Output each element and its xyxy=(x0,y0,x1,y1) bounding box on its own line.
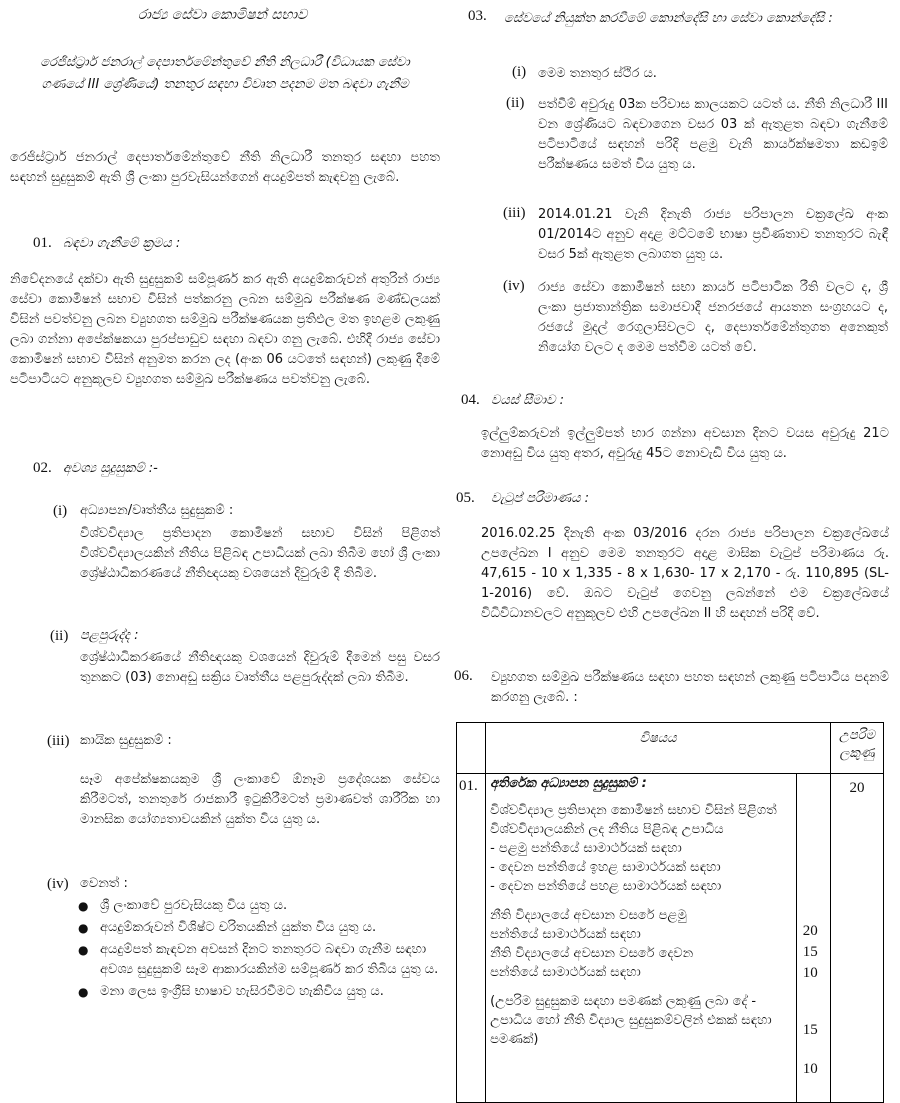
section-5-number: 05. xyxy=(456,490,475,506)
sub-mark: 20 xyxy=(802,923,818,939)
list-item: ● ශ්‍රී ලංකාවේ පුරවැසියකු විය යුතු ය. xyxy=(78,896,440,916)
section-6-number: 06. xyxy=(454,668,473,684)
req-iv-list xyxy=(78,896,440,1004)
criteria-line-6: (උපරිම සුදුසුකම සඳහා පමණක් ලකුණු ලබා දේ - උපාධිය හෝ නීති විද්‍යාල සුදුසුකම්වලින් එකක් සඳහා පමණක්) xyxy=(490,994,772,1047)
row-max-cell: 20 xyxy=(830,774,883,1103)
section-1-number: 01. xyxy=(33,235,52,251)
section-4-title: වයස් සීමාව : xyxy=(491,393,565,408)
table-header-row xyxy=(457,723,884,774)
section-1-text: නිවේදනයේ දක්වා ඇති සුදුසුකම් සම්පූර්ණ කර ඇති අයදුම්කරුවන් අතුරින් රාජ්‍ය සේවා කොමිෂන් සභාව විසින් පත්කරනු ලබන සම්මුඛ පරීක්ෂණ මණ්ඩලයක් විසින් පවත්වනු ලබන ව්‍යුහගත සම්මුඛ පරීක්ෂණයක ප්‍රතිඵල මත ඉහළම ලකුණු ලබා ගන්නා අපේක්ෂකයා පුරප්පාඩුව සඳහා බඳවා ගනු ලැබේ. එහිදී රාජ්‍ය සේවා කොමිෂන් සභාව විසින් අනුමත කරන ලද (අංක 06 යටතේ සඳහන්) ලකුණු දීමේ පටිපාටියට අනුකූලව ව්‍යුහගත සම්මුඛ පරීක්ෂණය පවත්වනු ලැබේ. xyxy=(10,272,440,387)
list-item: ● මනා ලෙස ඉංග්‍රීසි භාෂාව හැසිරවීමට හැකිවිය යුතු ය. xyxy=(78,982,440,1002)
table-header-subject: විෂයය xyxy=(486,723,831,774)
req-ii-text: ශ්‍රේෂ්ඨාධිකරණයේ නීතිඥයකු වශයෙන් දිවුරුම් දීමෙන් පසු වසර තුනකට (03) නොඅඩු සක්‍රිය වෘත්තීය පළපුරුද්දක් ලබා තිබීම. xyxy=(80,650,440,685)
cond-i-number: (i) xyxy=(512,64,527,80)
list-item: ● අයදුම්පත් කැඳවන අවසන් දිනට තනතුරට බඳවා ගැනීම සඳහා අවශ්‍ය සුදුසුකම් සෑම ආකාරයකින්ම සම්පූර්ණ කර තිබිය යුතු ය. xyxy=(78,940,440,980)
marking-scheme-table xyxy=(456,722,884,1103)
cond-iii-text: 2014.01.21 වැනි දිනැති රාජ්‍ය පරිපාලන චක්‍රලේඛ අංක 01/2014ට අනුව අදාළ මට්ටමේ භාෂා ප්‍රවීණතාව තනතුරට බැඳී වසර 5ක් ඇතුළත ලබාගත යුතු ය. xyxy=(538,207,888,262)
req-iii-text: සෑම අපේක්ෂකයකුම ශ්‍රී ලංකාවේ ඕනෑම ප්‍රදේශයක සේවය කිරීමටත්, තනතුරේ රාජකාරී ඉටුකිරීමටත් ප්‍රමාණවත් ශාරීරික හා මානසික යෝග්‍යතාවයකින් යුක්ත විය යුතු ය. xyxy=(80,772,440,827)
cond-iii-number: (iii) xyxy=(503,205,526,221)
cond-ii-number: (ii) xyxy=(506,95,525,111)
criteria-line-1: - පළමු පන්තියේ සාමාර්ථයක් සඳහා xyxy=(490,841,682,856)
sub-mark: 15 xyxy=(802,1022,818,1038)
cond-i-text: මෙම තනතුර ස්ථිර ය. xyxy=(538,66,657,81)
section-5-title: වැටුප් පරිමාණය : xyxy=(491,491,589,506)
table-row xyxy=(457,774,884,1103)
cond-iv-text: රාජ්‍ය සේවා කොමිෂන් සභා කාර්ය පටිපාටික රීති වලට ද, ශ්‍රී ලංකා ප්‍රජාතාන්ත්‍රික සමාජවාදී ජනරජයේ ආයතන සංග්‍රහයට ද, රජයේ මුදල් රෙගුලාසිවලට ද, දෙපාර්තමේන්තුගත අනෙකුත් නියෝග වලට ද මෙම පත්වීම යටත් වේ. xyxy=(538,280,888,355)
req-iv-number: (iv) xyxy=(47,876,69,892)
req-ii-title: පළපුරුද්ද : xyxy=(80,628,139,643)
section-2-number: 02. xyxy=(33,460,52,476)
section-5-text: 2016.02.25 දිනැති අංක 03/2016 දරන රාජ්‍ය පරිපාලන චක්‍රලේඛයේ උපලේඛන I අනුව මෙම තනතුරට අදාළ මාසික වැටුප් පරිමාණය රු. 47,615 - 10 x 1,335 - 8 x 1,630- 17 x 2,170 - රු. 110,895 (SL-1-2016) වේ. ඔබට වැටුප් ගෙවනු ලබන්නේ එම චක්‍රලේඛයේ විධිවිධානවලට අනුකූලව එහි උපලේඛන II හි සඳහන් පරිදි වේ. xyxy=(481,526,889,621)
criteria-line-5: නීති විද්‍යාලයේ අවසාන වසරේ දෙවන පන්තියේ සාමාර්ථයක් සඳහා xyxy=(490,946,694,980)
organization-heading: රාජ්‍ය සේවා කොමිෂන් සභාව xyxy=(137,7,308,23)
intro-paragraph: රෙජිස්ට්‍රාර් ජනරාල් දෙපාර්තමේන්තුවේ නීති නිලධාරී තනතුර සඳහා පහත සඳහන් සුදුසුකම් ඇති ශ්‍රී ලංකා පුරවැසියන්ගෙන් අයදුම්පත් කැඳවනු ලැබේ. xyxy=(10,150,440,185)
sub-mark: 10 xyxy=(802,1061,818,1077)
sub-mark: 15 xyxy=(802,944,818,960)
cond-iv-number: (iv) xyxy=(503,278,525,294)
req-iv-title: වෙනත් : xyxy=(80,876,128,891)
section-4-number: 04. xyxy=(461,392,480,408)
req-ii-number: (ii) xyxy=(50,628,69,644)
table-header-max: උපරිම ලකුණු xyxy=(830,723,883,774)
criteria-line-0: විශ්වවිද්‍යාල ප්‍රතිපාදන කොමිෂන් සභාව විසින් පිළිගත් විශ්වවිද්‍යාලයකින් ලද නීතිය පිළිබඳ උපාධිය xyxy=(490,803,777,837)
req-iii-number: (iii) xyxy=(47,733,70,749)
right-column xyxy=(456,0,896,1097)
section-4-text: ඉල්ලුම්කරුවන් ඉල්ලුම්පත් භාර ගන්නා අවසාන දිනට වයස අවුරුදු 21ට නොඅඩු විය යුතු අතර, අවුරුදු 45ට නොවැඩි විය යුතු ය. xyxy=(481,426,889,461)
section-3-number: 03. xyxy=(468,8,487,24)
criteria-line-3: - දෙවන පන්තියේ පහළ සාමාර්ථයක් සඳහා xyxy=(490,879,722,894)
notice-title: රෙජිස්ට්‍රාර් ජනරාල් දෙපාර්තමේන්තුවේ නීති නිලධාරී (විධායක සේවා ගණයේ III ශ්‍රේණියේ) තනතුර සඳහා විවෘත පදනම මත බඳවා ගැනීම xyxy=(40,55,410,92)
sub-mark: 10 xyxy=(802,965,818,981)
section-6-text: ව්‍යුහගත සම්මුඛ පරීක්ෂණය සඳහා පහත සඳහන් ලකුණු පටිපාටිය පදනම් කරගනු ලැබේ. : xyxy=(491,670,889,705)
row-description-cell xyxy=(486,774,797,1103)
row-number-cell: 01. xyxy=(457,774,486,1103)
criteria-line-4: නීති විද්‍යාලයේ අවසාන වසරේ පළමු පන්තියේ සාමාර්ථයක් සඳහා xyxy=(490,908,687,942)
req-iii-title: කායික සුදුසුකම් : xyxy=(80,733,172,748)
row-title: අතිරේක අධ්‍යාපන සුදුසුකම් : xyxy=(490,776,647,791)
section-3-title: සේවයේ නියුක්ත කරවීමේ කොන්දේසි හා සේවා කොන්දේසි : xyxy=(504,11,833,26)
sub-marks-cell xyxy=(796,774,830,1103)
section-1-title: බඳවා ගැනීමේ ක්‍රමය : xyxy=(63,236,181,251)
req-i-number: (i) xyxy=(53,503,68,519)
criteria-line-2: - දෙවන පන්තියේ ඉහළ සාමාර්ථයක් සඳහා xyxy=(490,860,721,875)
table-header-blank xyxy=(457,723,486,774)
req-i-text: විශ්වවිද්‍යාල ප්‍රතිපාදන කොමිෂන් සභාව විසින් පිළිගත් විශ්වවිද්‍යාලයකින් නීතිය පිළිබඳ උපාධියක් ලබා තිබීම හෝ ශ්‍රී ලංකා ශ්‍රේෂ්ඨාධිකරණයේ නීතිඥයකු වශයෙන් දිවුරුම් දී තිබීම. xyxy=(80,526,440,581)
section-2-title: අවශ්‍ය සුදුසුකම් :- xyxy=(63,461,158,476)
list-item: ● අයදුම්කරුවන් විශිෂ්ට චරිතයකින් යුක්ත විය යුතු ය. xyxy=(78,918,440,938)
req-i-title: අධ්‍යාපන/වෘත්තීය සුදුසුකම් : xyxy=(80,503,234,518)
cond-ii-text: පත්වීම් අවුරුදු 03ක පරිවාස කාලයකට යටත් ය. නීති නිලධාරී III වන ශ්‍රේණියට බඳවාගෙන වසර 03 ක් ඇතුළත බඳවා ගැනීමේ පටිපාටියේ සඳහන් පරිදි පළමු වැනි කාර්යක්ෂමතා කඩඉම් පරීක්ෂණය සමත් විය යුතු ය. xyxy=(538,97,888,172)
